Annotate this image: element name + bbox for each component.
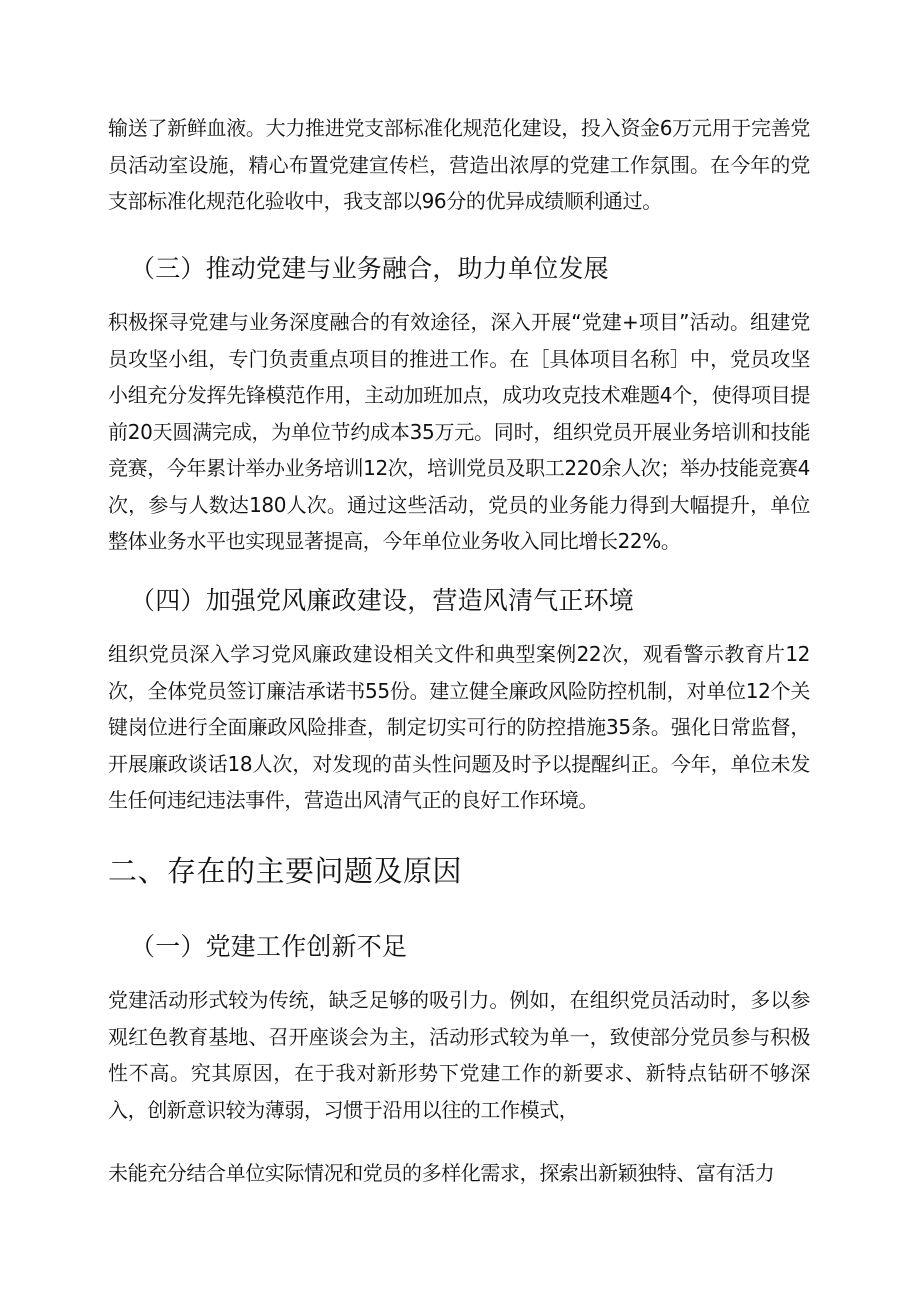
heading-integrity-building: （四）加强党风廉政建设，营造风清气正环境 — [130, 586, 635, 615]
heading-party-business-integration: （三）推动党建与业务融合，助力单位发展 — [130, 254, 609, 283]
paragraph-standardization: 输送了新鲜血液。大力推进党支部标准化规范化建设，投入资金6万元用于完善党员活动室设施，精心布置党建宣传栏，营造出浓厚的党建工作氛围。在今年的党支部标准化规范化验收中，我支部以96分的优异成绩顺利通过。 — [108, 116, 810, 213]
paragraph-party-business-integration: 积极探寻党建与业务深度融合的有效途径，深入开展“党建+项目”活动。组建党员攻坚小组，专门负责重点项目的推进工作。在［具体项目名称］中，党员攻坚小组充分发挥先锋模范作用，主动加班加点，成功攻克技术难题4个，使得项目提前20天圆满完成，为单位节约成本35万元。同时，组织党员开展业务培训和技能竞赛，今年累计举办业务培训12次，培训党员及职工220余人次；举办技能竞赛4次，参与人数达180人次。通过这些活动，党员的业务能力得到大幅提升，单位整体业务水平也实现显著提高，今年单位业务收入同比增长22%。 — [108, 310, 810, 553]
paragraph-insufficient-innovation: 党建活动形式较为传统，缺乏足够的吸引力。例如，在组织党员活动时，多以参观红色教育基地、召开座谈会为主，活动形式较为单一，致使部分党员参与积极性不高。究其原因，在于我对新形势下党建工作的新要求、新特点钻研不够深入，创新意识较为薄弱，习惯于沿用以往的工作模式， — [108, 988, 810, 1122]
paragraph-continued: 未能充分结合单位实际情况和党员的多样化需求，探索出新颖独特、富有活力 — [108, 1161, 775, 1185]
heading-insufficient-innovation: （一）党建工作创新不足 — [130, 932, 408, 961]
section-heading-problems: 二、存在的主要问题及原因 — [108, 854, 463, 888]
paragraph-integrity-building: 组织党员深入学习党风廉政建设相关文件和典型案例22次，观看警示教育片12次，全体党员签订廉洁承诺书55份。建立健全廉政风险防控机制，对单位12个关键岗位进行全面廉政风险排查，制定切实可行的防控措施35条。强化日常监督，开展廉政谈话18人次，对发现的苗头性问题及时予以提醒纠正。今年，单位未发生任何违纪违法事件，营造出风清气正的良好工作环境。 — [108, 642, 810, 812]
